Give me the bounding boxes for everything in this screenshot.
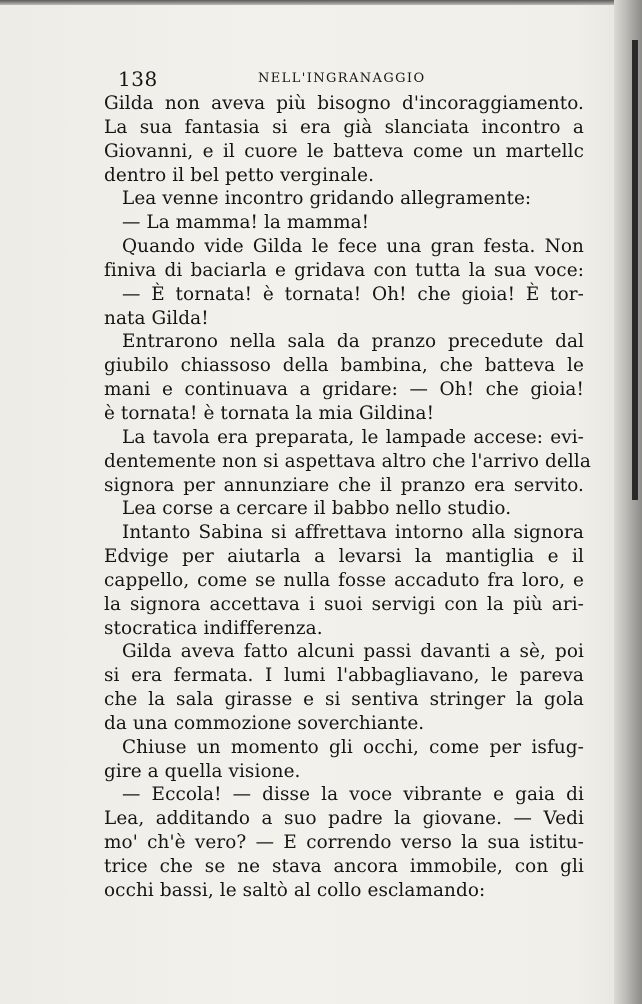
text-line: mani e continuava a gridare: — Oh! che gioia! bbox=[104, 379, 584, 401]
text-line: signora per annunziare che il pranzo era servito. bbox=[104, 474, 584, 496]
text-line: Lea, additando a suo padre la giovane. — Vedi bbox=[104, 808, 584, 830]
text-line: cappello, come se nulla fosse accaduto fra loro, e bbox=[104, 569, 584, 591]
page-number: 138 bbox=[118, 67, 158, 91]
text-line: trice che se ne stava ancora immobile, con gli bbox=[104, 856, 584, 877]
text-line: stocratica indifferenza. bbox=[104, 617, 323, 639]
spine-shadow bbox=[632, 40, 638, 500]
text-line: Gilda non aveva più bisogno d'incoraggiamento. bbox=[104, 93, 584, 114]
text-line: — Eccola! — disse la voce vibrante e gaia di bbox=[122, 784, 584, 806]
text-line: la signora accettava i suoi servigi con la più ari- bbox=[104, 593, 584, 615]
text-line: è tornata! è tornata la mia Gildina! bbox=[104, 402, 435, 424]
text-line: La tavola era preparata, le lampade accese: evi- bbox=[122, 426, 584, 448]
text-line: da una commozione soverchiante. bbox=[104, 712, 425, 734]
text-line: finiva di baciarla e gridava con tutta la sua voce: bbox=[104, 259, 584, 281]
text-line: Giovanni, e il cuore le batteva come un martellc bbox=[104, 140, 584, 162]
text-line: — La mamma! la mamma! bbox=[122, 212, 370, 234]
text-line: Lea venne incontro gridando allegramente: bbox=[122, 188, 532, 210]
text-line: si era fermata. I lumi l'abbagliavano, le pareva bbox=[104, 665, 584, 687]
text-line: Gilda aveva fatto alcuni passi davanti a sè, poi bbox=[122, 641, 584, 663]
text-line: dentemente non si aspettava altro che l'arrivo della bbox=[104, 450, 591, 472]
text-line: occhi bassi, le saltò al collo esclamando: bbox=[104, 879, 486, 901]
text-line: Edvige per aiutarla a levarsi la mantiglia e il bbox=[104, 546, 584, 568]
text-line: Entrarono nella sala da pranzo precedute dal bbox=[122, 331, 584, 353]
text-line: Lea corse a cercare il babbo nello studio. bbox=[122, 498, 512, 520]
text-line: nata Gilda! bbox=[104, 307, 209, 329]
text-line: che la sala girasse e si sentiva stringer la gola bbox=[104, 689, 584, 711]
text-line: dentro il bel petto verginale. bbox=[104, 164, 375, 186]
text-line: Intanto Sabina si affrettava intorno alla signora bbox=[122, 522, 584, 544]
text-line: giubilo chiassoso della bambina, che batteva le bbox=[104, 355, 584, 377]
text-line: Chiuse un momento gli occhi, come per isfug- bbox=[122, 736, 584, 758]
running-header bbox=[118, 66, 598, 92]
body-text bbox=[104, 92, 591, 903]
page-top-edge bbox=[0, 0, 642, 5]
text-line: — È tornata! è tornata! Oh! che gioia! È tor- bbox=[122, 283, 584, 305]
text-line: mo' ch'è vero? — E correndo verso la sua istitu- bbox=[104, 832, 584, 854]
text-line: gire a quella visione. bbox=[104, 760, 301, 782]
text-line: Quando vide Gilda le fece una gran festa. Non bbox=[122, 236, 584, 258]
running-title: NELL'INGRANAGGIO bbox=[258, 71, 426, 86]
text-line: La sua fantasia si era già slanciata incontro a bbox=[104, 116, 584, 138]
